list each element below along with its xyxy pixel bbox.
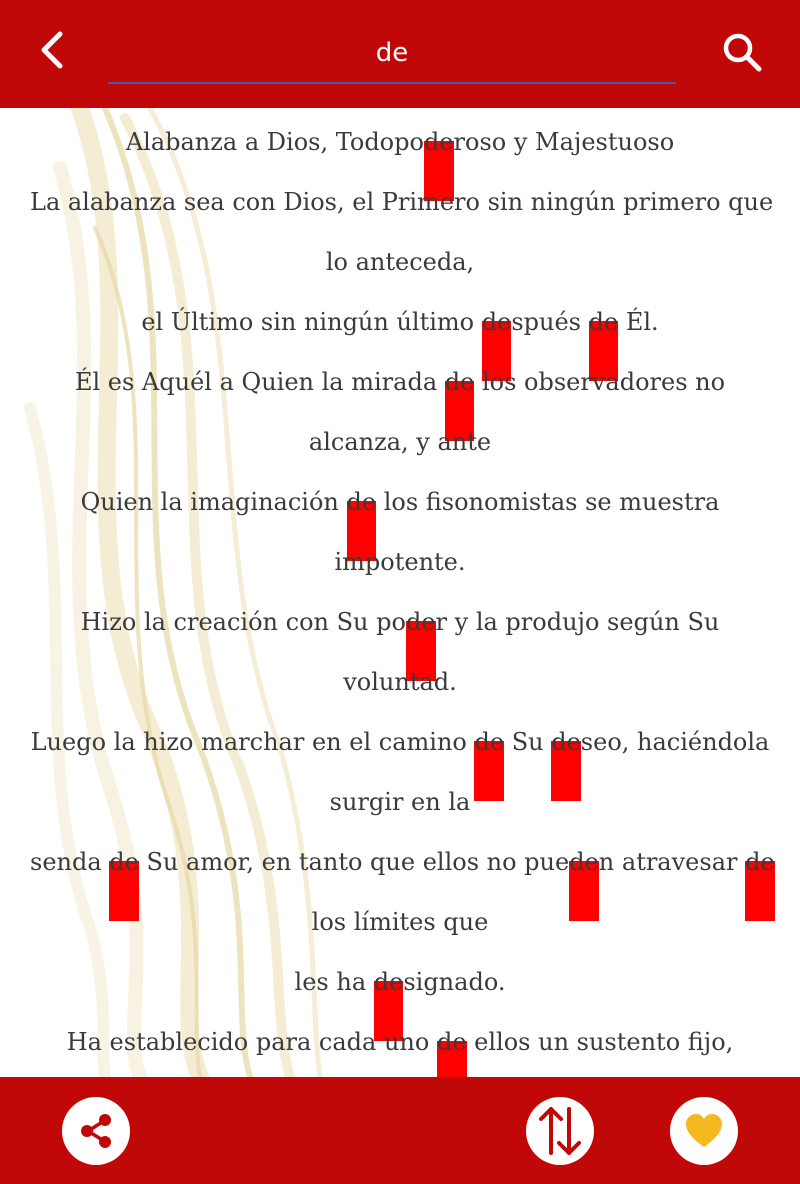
text-segment: Luego la hizo marchar en el camino (30, 728, 475, 756)
text-segment: el Último sin ningún último (141, 308, 482, 336)
share-button[interactable] (62, 1097, 130, 1165)
text-segment: Él es Aquél a Quien la mirada (74, 368, 445, 396)
text-segment: lo anteceda, (325, 248, 475, 276)
text-line (30, 352, 770, 412)
text-segment: alcanza, y ante (308, 428, 492, 456)
sort-button[interactable] (526, 1097, 594, 1165)
text-line (30, 832, 775, 892)
up-down-arrows-icon (535, 1103, 585, 1159)
text-segment: Ha establecido para cada uno (66, 1028, 437, 1056)
search-match-highlight: de (373, 968, 404, 996)
article-content[interactable] (0, 108, 800, 1077)
search-match-highlight: de (569, 848, 599, 876)
text-line (30, 1012, 770, 1072)
search-match-highlight: de (745, 848, 775, 876)
text-segment: spués (511, 308, 589, 336)
text-line (30, 772, 770, 832)
text-line (30, 412, 770, 472)
chevron-left-icon (32, 30, 72, 70)
bottom-bar (0, 1077, 800, 1184)
text-segment: los fisonomistas se muestra (376, 488, 720, 516)
text-segment: surgir en la (329, 788, 471, 816)
search-input[interactable] (108, 24, 676, 84)
heart-icon (684, 1113, 724, 1149)
text-segment: senda (30, 848, 110, 876)
text-body (30, 112, 775, 1072)
search-match-highlight: de (109, 848, 139, 876)
text-line (30, 232, 770, 292)
back-button[interactable] (22, 20, 82, 80)
top-bar (0, 0, 800, 108)
text-segment: r y la produjo según Su (435, 608, 720, 636)
search-match-highlight: de (346, 488, 377, 516)
text-segment: n atravesar (598, 848, 746, 876)
text-segment: Su amor, en tanto que ellos no pue (138, 848, 570, 876)
text-segment: voluntad. (343, 668, 457, 696)
text-line (30, 532, 770, 592)
search-match-highlight: de (588, 308, 619, 336)
text-line (30, 952, 770, 1012)
text-segment: Alabanza a Dios, Todopo (125, 128, 424, 156)
share-icon (76, 1111, 116, 1151)
search-match-highlight: de (474, 728, 505, 756)
text-line (30, 172, 774, 232)
text-segment: signado. (403, 968, 506, 996)
search-match-highlight: de (436, 1028, 467, 1056)
text-segment: seo, haciéndola (580, 728, 770, 756)
text-segment: les ha (294, 968, 374, 996)
search-match-highlight: de (481, 308, 512, 336)
search-match-highlight: de (444, 368, 475, 396)
text-line (30, 592, 770, 652)
search-match-highlight: de (551, 728, 581, 756)
text-line (30, 292, 770, 352)
text-segment: Hizo la creación con Su po (80, 608, 406, 636)
text-line (30, 112, 770, 172)
text-segment: Su (504, 728, 552, 756)
text-segment: Él. (618, 308, 659, 336)
magnifier-icon (721, 31, 763, 73)
text-segment: Quien la imaginación (80, 488, 347, 516)
text-segment: La alabanza sea con Dios, el Primero sin ningún primero que (30, 188, 774, 216)
text-line (30, 652, 770, 712)
text-segment: impotente. (334, 548, 466, 576)
search-button[interactable] (712, 22, 772, 82)
text-segment: ellos un sustento fijo, (466, 1028, 734, 1056)
text-segment: roso y Majestuoso (453, 128, 675, 156)
search-match-highlight: de (405, 608, 436, 636)
text-segment: los límites que (311, 908, 489, 936)
text-line (30, 472, 770, 532)
text-line (30, 712, 770, 772)
text-line (30, 892, 770, 952)
search-match-highlight: de (423, 128, 454, 156)
text-segment: los observadores no (474, 368, 726, 396)
favorite-button[interactable] (670, 1097, 738, 1165)
